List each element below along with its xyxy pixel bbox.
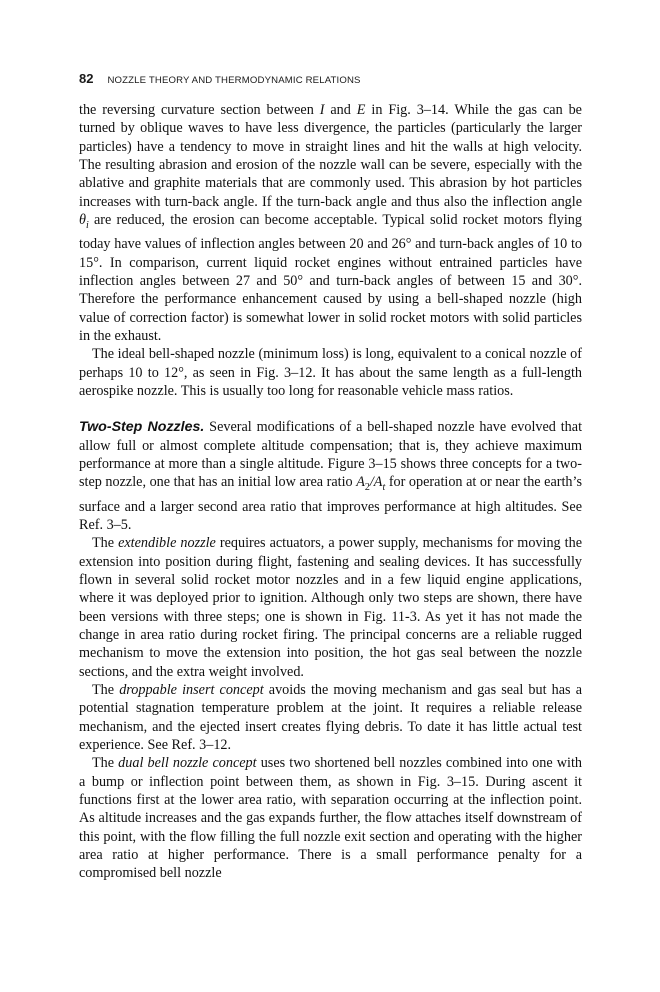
paragraph-ideal-bell: The ideal bell-shaped nozzle (minimum loss) is long, equivalent to a conical nozzle of perhaps 10 to 12°, as seen in Fig. 3–12. It has about the same length as a full-length aerospike nozzle. This is usually too long for reasonable vehicle mass ratios.: [79, 346, 582, 399]
running-title: NOZZLE THEORY AND THERMODYNAMIC RELATIONS: [107, 75, 361, 86]
body-text: [79, 101, 582, 883]
paragraph-dual-bell: The dual bell nozzle concept uses two shortened bell nozzles combined into one with a bump or inflection point between them, as shown in Fig. 3–15. During ascent it functions first at the lower area ratio, with separation occurring at the inflection point. As altitude increases and the gas expands further, the flow attaches itself downstream of this point, with the flow filling the full nozzle exit section and operating with the higher area ratio at higher performance. There is a small performance penalty for a compromised bell nozzle: [79, 755, 582, 882]
page-number: 82: [79, 71, 94, 86]
paragraph-droppable-insert: The droppable insert concept avoids the moving mechanism and gas seal but has a potential stagnation temperature problem at the joint. It requires a reliable release mechanism, and the ejected insert creates flying debris. To date it has little actual test experience. See Ref. 3–12.: [79, 681, 582, 753]
paragraph-extendible-nozzle: The extendible nozzle requires actuators, a power supply, mechanisms for moving the extension into position during flight, fastening and sealing devices. It has successfully flown in several solid rocket motor nozzles and in a few liquid engine applications, where it was deployed prior to ignition. Although only two steps are shown, there have been versions with three steps; one is shown in Fig. 11-3. As yet it has not made the change in area ratio during rocket firing. The principal concerns are a reliable rugged mechanism to move the extension into position, the hot gas seal between the nozzle sections, and the extra weight involved.: [79, 535, 582, 680]
section-heading: Two-Step Nozzles.: [79, 419, 205, 436]
paragraph-two-step-nozzles: Two-Step Nozzles. Several modifications of a bell-shaped nozzle have evolved that allow full or almost complete altitude compensation; that is, they achieve maximum performance at more than a single altitude. Figure 3–15 shows three concepts for a two-step nozzle, one that has an initial low area ratio $A_2/A_t$ for operation at or near the earth’s surface and a larger second area ratio that improves performance at high altitudes. See Ref. 3–5.: [79, 419, 583, 533]
running-header: [79, 70, 361, 88]
paragraph-particles-erosion: the reversing curvature section between I and E in Fig. 3–14. While the gas can be turned by oblique waves to have less divergence, the particles (particularly the larger particles) have a tendency to move in straight lines and hit the walls at high velocity. The resulting abrasion and erosion of the nozzle wall can be severe, especially with the ablative and graphite materials that are commonly used. This abrasion by hot particles increases with turn-back angle. If the turn-back angle and thus also the inflection angle $\theta_i$ are reduced, the erosion can become acceptable. Typical solid rocket motors flying today have values of inflection angles between 20 and 26° and turn-back angles of 10 to 15°. In comparison, current liquid rocket engines without entrained particles have inflection angles between 27 and 50° and turn-back angles of between 15 and 30°. Therefore the performance enhancement caused by using a bell-shaped nozzle (high value of correction factor) is somewhat lower in solid rocket motors with solid particles in the exhaust.: [79, 102, 582, 344]
